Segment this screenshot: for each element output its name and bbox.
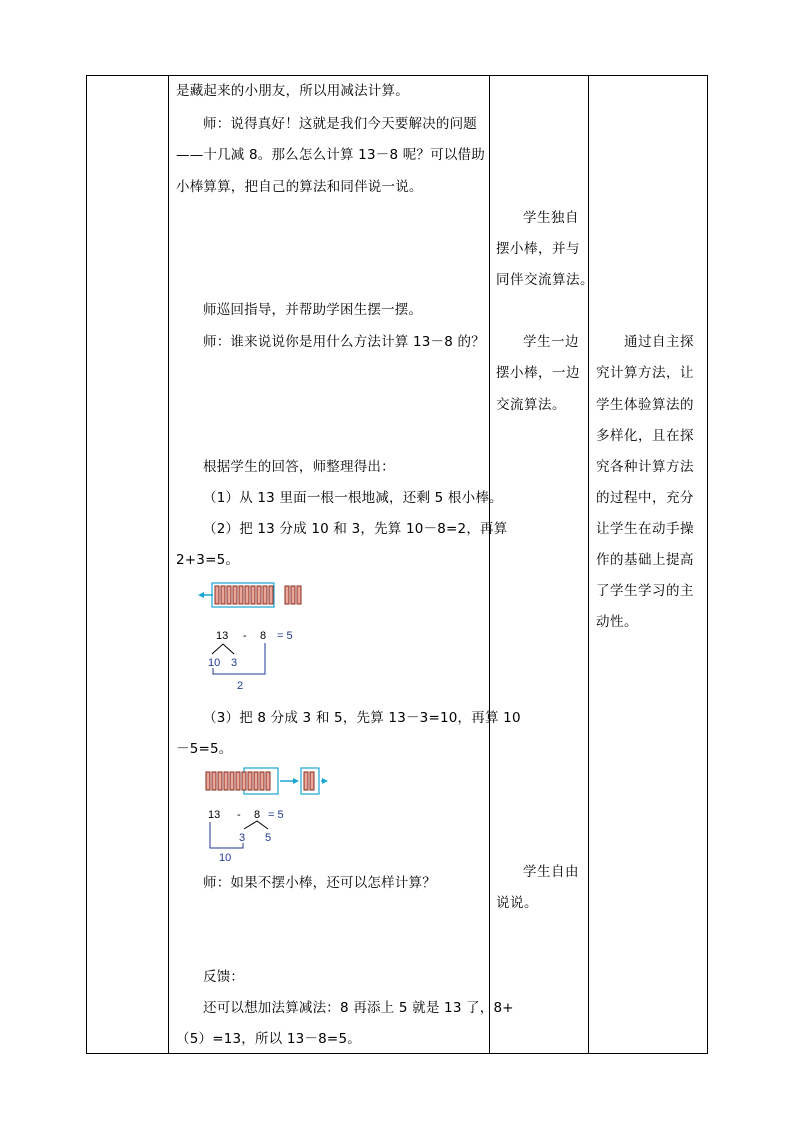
design-intent-line: 学生体验算法的 [596, 397, 694, 413]
fig1-diff: 2 [237, 680, 244, 692]
student-activity-line: 交流算法。 [496, 397, 566, 413]
design-intent-line: 通过自主探 [624, 334, 694, 350]
process-line: 还可以想加法算减法：8 再添上 5 就是 13 了，8+ [203, 1000, 514, 1016]
process-line: （2）把 13 分成 10 和 3，先算 10－8=2，再算 [203, 521, 508, 537]
table-border-top [86, 75, 708, 76]
design-intent-line: 让学生在动手操 [596, 521, 694, 537]
design-intent-line: 的过程中，充分 [596, 490, 694, 506]
process-line: 2+3=5。 [176, 552, 240, 568]
fig2-result: = 5 [268, 809, 284, 821]
process-line: （1）从 13 里面一根一根地减，还剩 5 根小棒。 [203, 490, 503, 506]
student-activity-line: 学生一边 [523, 334, 579, 350]
fig1-split10: 10 [208, 657, 221, 669]
fig1-result: = 5 [277, 630, 293, 642]
process-line: －5=5。 [176, 741, 233, 757]
fig1-split3: 3 [231, 657, 238, 669]
process-line: 是藏起来的小朋友，所以用减法计算。 [176, 83, 409, 99]
table-border-bottom [86, 1053, 708, 1054]
process-line: 师：如果不摆小棒，还可以怎样计算？ [203, 875, 436, 891]
process-line: 师：说得真好！这就是我们今天要解决的问题 [203, 116, 477, 132]
student-activity-line: 摆小棒，并与 [496, 241, 580, 257]
student-activity-line: 摆小棒，一边 [496, 365, 580, 381]
fig1-num8: 8 [260, 630, 267, 642]
process-line: ——十几减 8。那么怎么计算 13－8 呢？可以借助 [176, 147, 485, 163]
process-line: 小棒算算，把自己的算法和同伴说一说。 [176, 179, 423, 195]
process-line: 师巡回指导，并帮助学困生摆一摆。 [203, 302, 423, 318]
fig2-minus: - [237, 809, 241, 821]
student-activity-line: 同伴交流算法。 [496, 272, 594, 288]
process-line: 根据学生的回答，师整理得出： [203, 459, 395, 475]
design-intent-line: 究计算方法，让 [596, 365, 694, 381]
process-line: 师：谁来说说你是用什么方法计算 13－8 的？ [203, 334, 485, 350]
design-intent-line: 了学生学习的主 [596, 583, 694, 599]
stick-figure-method-2 [195, 578, 315, 698]
design-intent-line: 作的基础上提高 [596, 552, 694, 568]
process-line: （5）=13，所以 13－8=5。 [176, 1031, 361, 1047]
student-activity-line: 学生独自 [523, 210, 579, 226]
student-activity-line: 说说。 [496, 895, 538, 911]
fig2-num8: 8 [254, 809, 261, 821]
process-line: 反馈： [203, 969, 245, 985]
stick-figure-method-3 [200, 766, 330, 866]
table-column-divider-3 [588, 75, 589, 1054]
fig2-num13: 13 [208, 809, 221, 821]
process-line: （3）把 8 分成 3 和 5，先算 13－3=10，再算 10 [203, 710, 521, 726]
fig2-split3: 3 [239, 832, 246, 844]
fig2-diff: 10 [219, 852, 232, 864]
design-intent-line: 多样化，且在探 [596, 428, 694, 444]
design-intent-line: 究各种计算方法 [596, 459, 694, 475]
design-intent-line: 动性。 [596, 614, 638, 630]
table-border-right [707, 75, 708, 1054]
fig1-num13: 13 [216, 630, 229, 642]
table-column-divider-2 [489, 75, 490, 1054]
student-activity-line: 学生自由 [523, 864, 579, 880]
table-border-left [86, 75, 87, 1054]
fig1-minus: - [243, 630, 247, 642]
table-column-divider-1 [168, 75, 169, 1054]
fig2-split5: 5 [265, 832, 272, 844]
